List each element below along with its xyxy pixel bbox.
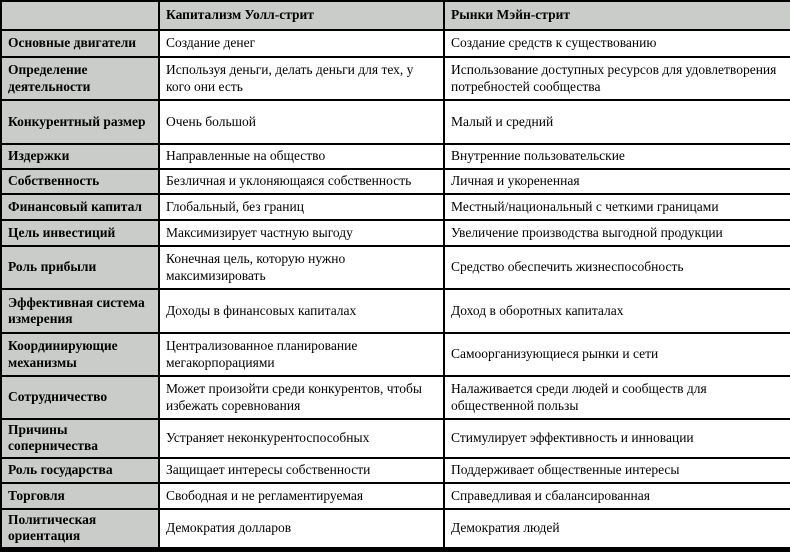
row-label: Основные двигатели xyxy=(1,30,159,57)
cell-wall-street: Централизованное планирование мегакорпорациями xyxy=(159,333,444,376)
table-row xyxy=(1,376,790,419)
row-label: Координирующие механизмы xyxy=(1,333,159,376)
table-row xyxy=(1,509,790,549)
table-row xyxy=(1,419,790,458)
cell-wall-street: Защищает интересы собственности xyxy=(159,458,444,483)
cell-wall-street: Демократия долларов xyxy=(159,509,444,549)
corner-cell xyxy=(1,1,159,30)
row-label: Финансовый капитал xyxy=(1,194,159,220)
table-row xyxy=(1,194,790,220)
table-row xyxy=(1,30,790,57)
cell-main-street: Стимулирует эффективность и инновации xyxy=(444,419,790,458)
cell-main-street: Увеличение производства выгодной продукции xyxy=(444,220,790,246)
row-label: Конкурентный размер xyxy=(1,100,159,144)
row-label: Политическая ориентация xyxy=(1,509,159,549)
table-row xyxy=(1,289,790,333)
table-row xyxy=(1,458,790,483)
row-label: Торговля xyxy=(1,483,159,509)
cell-wall-street: Доходы в финансовых капиталах xyxy=(159,289,444,333)
column-header-wall-street: Капитализм Уолл-стрит xyxy=(159,1,444,30)
cell-wall-street: Направленные на общество xyxy=(159,144,444,169)
cell-wall-street: Может произойти среди конкурентов, чтобы избежать соревнования xyxy=(159,376,444,419)
cell-main-street: Справедливая и сбалансированная xyxy=(444,483,790,509)
cell-main-street: Доход в оборотных капиталах xyxy=(444,289,790,333)
table-row xyxy=(1,144,790,169)
cell-wall-street: Очень большой xyxy=(159,100,444,144)
row-label: Определение деятельности xyxy=(1,57,159,100)
cell-main-street: Использование доступных ресурсов для удовлетворения потребностей сообщества xyxy=(444,57,790,100)
table-row xyxy=(1,483,790,509)
cell-main-street: Местный/национальный с четкими границами xyxy=(444,194,790,220)
row-label: Издержки xyxy=(1,144,159,169)
row-label: Эффективная система измерения xyxy=(1,289,159,333)
cell-wall-street: Создание денег xyxy=(159,30,444,57)
cell-wall-street: Безличная и уклоняющаяся собственность xyxy=(159,169,444,194)
cell-main-street: Средство обеспечить жизнеспособность xyxy=(444,246,790,289)
cell-main-street: Поддерживает общественные интересы xyxy=(444,458,790,483)
cell-wall-street: Конечная цель, которую нужно максимизировать xyxy=(159,246,444,289)
cell-wall-street: Максимизирует частную выгоду xyxy=(159,220,444,246)
row-label: Собственность xyxy=(1,169,159,194)
cell-main-street: Малый и средний xyxy=(444,100,790,144)
row-label: Сотрудничество xyxy=(1,376,159,419)
row-label: Цель инвестиций xyxy=(1,220,159,246)
row-label: Роль прибыли xyxy=(1,246,159,289)
cell-main-street: Налаживается среди людей и сообществ для общественной пользы xyxy=(444,376,790,419)
cell-main-street: Внутренние пользовательские xyxy=(444,144,790,169)
cell-main-street: Самоорганизующиеся рынки и сети xyxy=(444,333,790,376)
table-row xyxy=(1,169,790,194)
cell-wall-street: Свободная и не регламентируемая xyxy=(159,483,444,509)
cell-wall-street: Используя деньги, делать деньги для тех, у кого они есть xyxy=(159,57,444,100)
cell-wall-street: Глобальный, без границ xyxy=(159,194,444,220)
cell-main-street: Личная и укорененная xyxy=(444,169,790,194)
table-row xyxy=(1,220,790,246)
header-row xyxy=(1,1,790,30)
table-row xyxy=(1,57,790,100)
table-row xyxy=(1,333,790,376)
table-row xyxy=(1,100,790,144)
table-row xyxy=(1,246,790,289)
row-label: Роль государства xyxy=(1,458,159,483)
cell-wall-street: Устраняет неконкурентоспособных xyxy=(159,419,444,458)
row-label: Причины соперничества xyxy=(1,419,159,458)
column-header-main-street: Рынки Мэйн-стрит xyxy=(444,1,790,30)
cell-main-street: Создание средств к существованию xyxy=(444,30,790,57)
cell-main-street: Демократия людей xyxy=(444,509,790,549)
